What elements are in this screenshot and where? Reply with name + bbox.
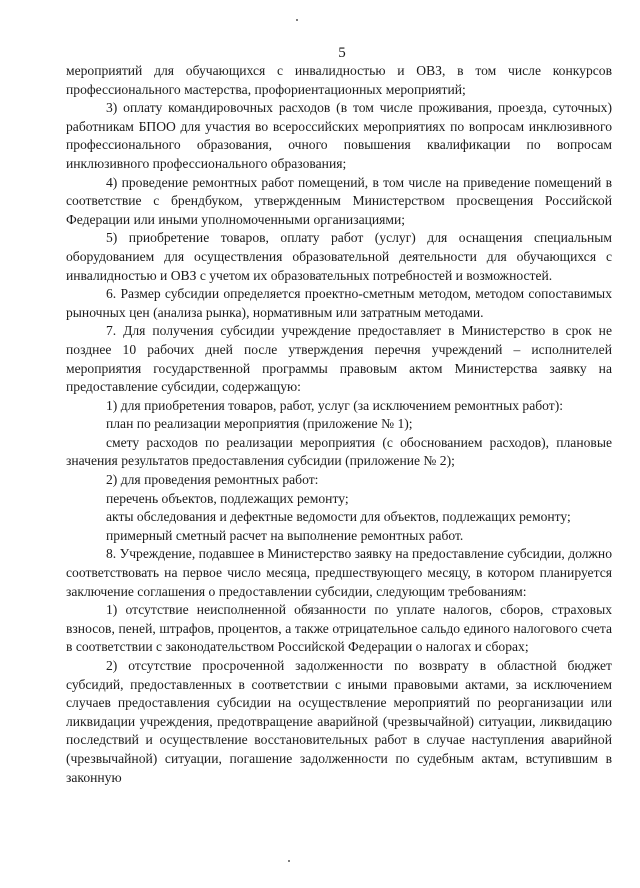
paragraph: 1) для приобретения товаров, работ, услуг (за исключением ремонтных работ): — [106, 397, 564, 413]
scan-speck-top — [296, 19, 298, 21]
paragraph: примерный сметный расчет на выполнение ремонтных работ. — [106, 527, 464, 543]
paragraph: акты обследования и дефектные ведомости для объектов, подлежащих ремонту; — [106, 509, 571, 525]
paragraph: 8. Учреждение, подавшее в Министерство заявку на предоставление субсидии, должно соответствовать на первое число месяца, предшествующего месяцу, в котором планируется заключение соглашения о предоставлении субсидии, следующим требованиям: — [66, 546, 612, 599]
paragraph: смету расходов по реализации мероприятия (с обоснованием расходов), плановые значения результатов предоставления субсидии (приложение № 2); — [66, 434, 612, 469]
document-body — [66, 62, 612, 787]
paragraph: 3) оплату командировочных расходов (в том числе проживания, проезда, суточных) работникам БПОО для участия во всероссийских мероприятиях по вопросам инклюзивного профессионального образования, очного повышения квалификации по вопросам инклюзивного профессионального образования; — [66, 100, 612, 171]
paragraph: 7. Для получения субсидии учреждение предоставляет в Министерство в срок не позднее 10 рабочих дней после утверждения перечня учреждений – исполнителей мероприятия государственной программы правовым актом Министерства заявку на предоставление субсидии, содержащую: — [66, 323, 612, 395]
paragraph: 6. Размер субсидии определяется проектно-сметным методом, методом сопоставимых рыночных цен (анализа рынка), нормативным или затратным методами. — [66, 286, 612, 320]
paragraph: 5) приобретение товаров, оплату работ (услуг) для оснащения специальным оборудованием для осуществления образовательной деятельности для обучающихся с инвалидностью и ОВЗ с учетом их образовательных потребностей и возможностей. — [66, 230, 612, 283]
paragraph: 1) отсутствие неисполненной обязанности по уплате налогов, сборов, страховых взносов, пеней, штрафов, процентов, а также отрицательное сальдо единого налогового счета в соответствии с законодательством Российской Федерации о налогах и сборах; — [66, 602, 612, 655]
paragraph: план по реализации мероприятия (приложение № 1); — [106, 416, 413, 432]
paragraph: 2) для проведения ремонтных работ: — [106, 472, 319, 488]
page-number: 5 — [338, 45, 346, 61]
scan-speck-bottom — [288, 860, 290, 862]
paragraph: мероприятий для обучающихся с инвалидностью и ОВЗ, в том числе конкурсов профессионального мастерства, профориентационных мероприятий; — [66, 63, 612, 97]
paragraph: 4) проведение ремонтных работ помещений, в том числе на приведение помещений в соответствие с брендбуком, утвержденным Министерством просвещения Российской Федерации или иными уполномоченными организациями; — [66, 174, 612, 227]
paragraph: 2) отсутствие просроченной задолженности по возврату в областной бюджет субсидий, предоставленных в соответствии с иными правовыми актами, за исключением случаев предоставления субсидии на осуществление мероприятий по реорганизации или ликвидации учреждения, предотвращение аварийной (чрезвычайной) ситуации, ликвидацию последствий и осуществление восстановительных работ в случае наступления аварийной (чрезвычайной) ситуации, погашение задолженности по судебным актам, вступившим в законную — [66, 658, 612, 785]
paragraph: перечень объектов, подлежащих ремонту; — [106, 490, 349, 506]
